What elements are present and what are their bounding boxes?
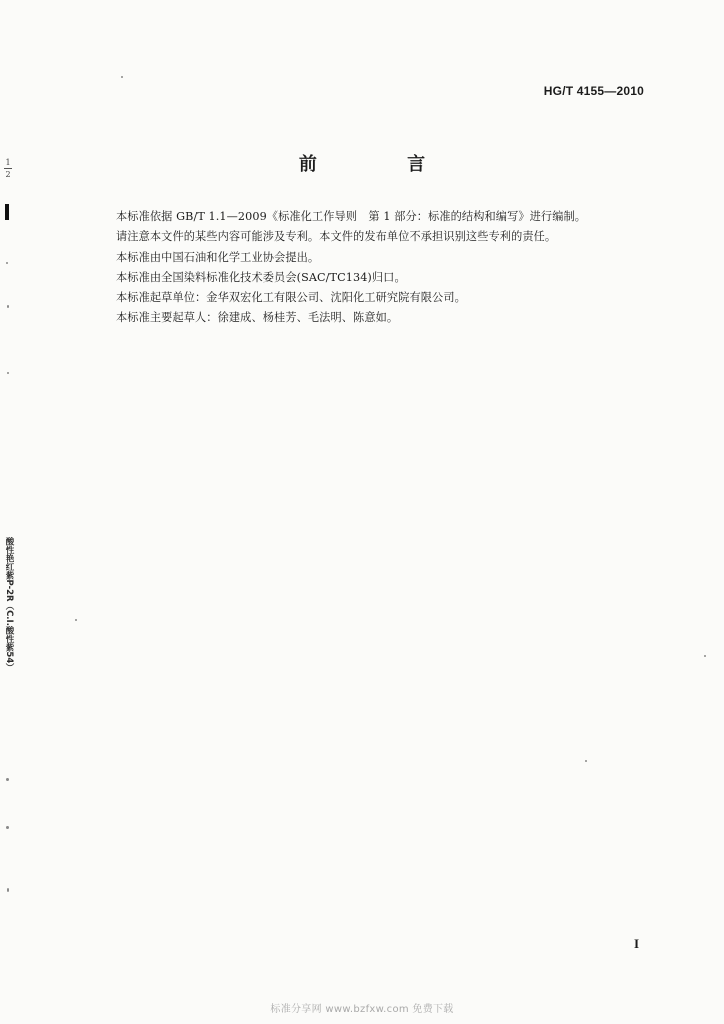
page-title: 前 言	[298, 154, 468, 175]
scan-speck	[6, 826, 9, 829]
scan-speck	[7, 888, 9, 892]
scan-speck	[121, 76, 123, 78]
foreword-body	[116, 207, 656, 329]
paragraph-drafters: 本标准主要起草人：徐建成、杨桂芳、毛法明、陈意如。	[116, 311, 399, 325]
page-number: I	[634, 936, 640, 951]
scan-speck	[704, 655, 706, 657]
paragraph-patent-notice: 请注意本文件的某些内容可能涉及专利。本文件的发布单位不承担识别这些专利的责任。	[116, 230, 557, 244]
paragraph-proposer: 本标准由中国石油和化学工业协会提出。	[116, 250, 320, 264]
scan-speck	[7, 372, 9, 374]
standard-code: HG/T 4155—2010	[543, 84, 644, 98]
binding-mark	[5, 204, 9, 220]
fraction-numerator: 1	[5, 158, 11, 167]
scan-speck	[6, 262, 8, 264]
paragraph-drafting-basis: 本标准依据 GB/T 1.1—2009《标准化工作导则 第 1 部分：标准的结构和编写》进行编制。	[116, 210, 587, 223]
scan-speck	[6, 778, 9, 781]
scan-speck	[75, 619, 77, 621]
watermark-text: 标准分享网 www.bzfxw.com 免费下载	[270, 1004, 454, 1015]
scan-speck	[7, 305, 9, 308]
scan-speck	[585, 760, 587, 762]
paragraph-drafting-units: 本标准起草单位：金华双宏化工有限公司、沈阳化工研究院有限公司。	[116, 291, 466, 305]
side-running-title: 酸性艳红紫P-2R（C.I.酸性紫54）	[4, 537, 14, 672]
fraction-denominator: 2	[5, 170, 11, 179]
paragraph-administration: 本标准由全国染料标准化技术委员会(SAC/TC134)归口。	[116, 270, 406, 284]
